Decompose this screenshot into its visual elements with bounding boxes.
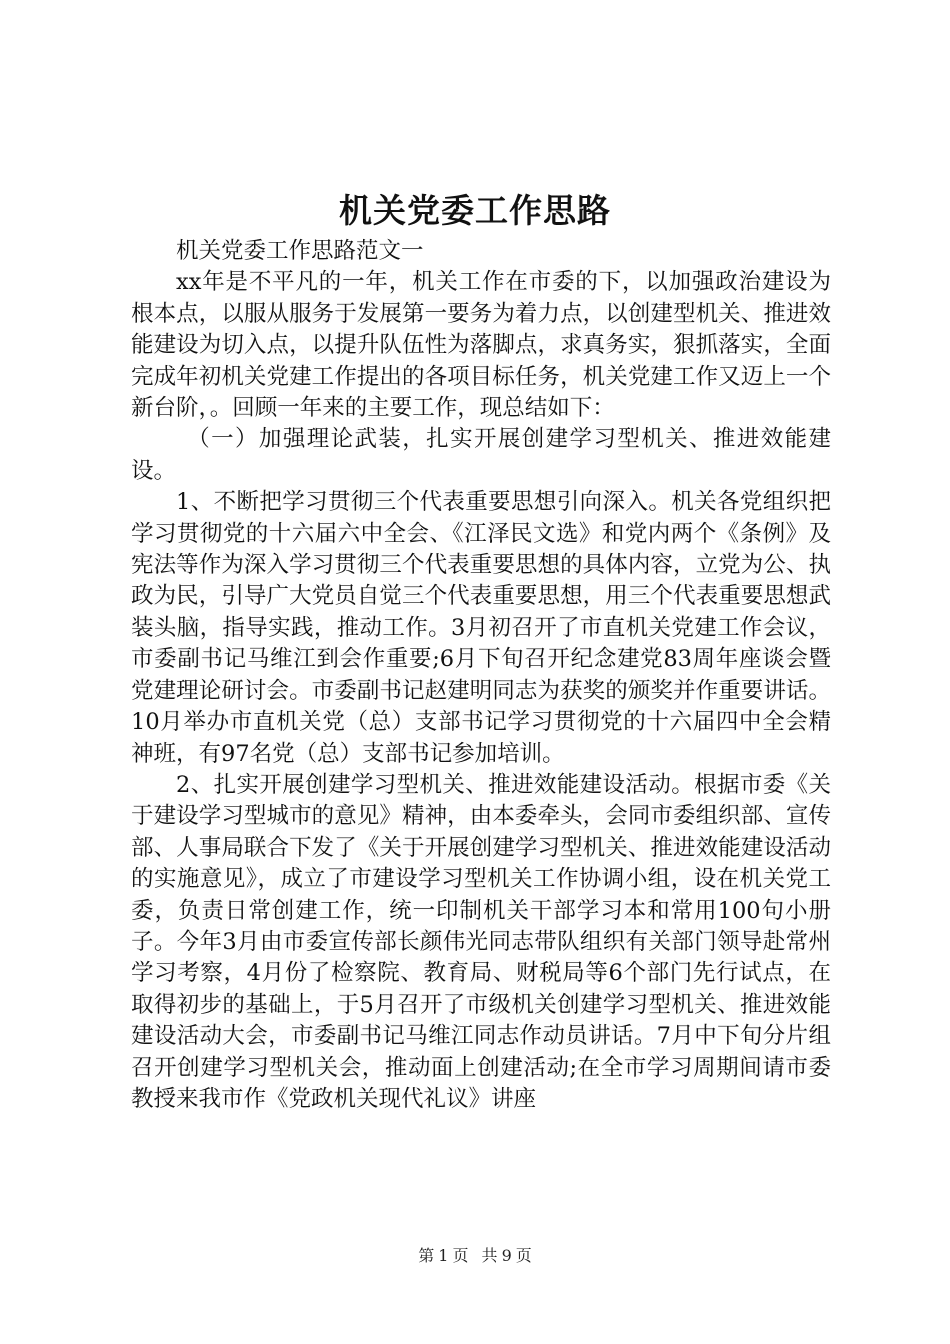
section-heading: （一）加强理论武装，扎实开展创建学习型机关、推进效能建设。 — [131, 426, 831, 484]
page-number: 第 1 页 — [418, 1246, 469, 1265]
paragraph-item-1: 1、不断把学习贯彻三个代表重要思想引向深入。机关各党组织把学习贯彻党的十六届六中全会、《江泽民文选》和党内两个《条例》及宪法等作为深入学习贯彻三个代表重要思想的具体内容，立党为公、执政为民，引导广大党员自觉三个代表重要思想，用三个代表重要思想武装头脑，指导实践，推动工作。3月初召开了市直机关党建工作会议，市委副书记马维江到会作重要;6月下旬召开纪念建党83周年座谈会暨党建理论研讨会。市委副书记赵建明同志为获奖的颁奖并作重要讲话。10月举办市直机关党（总）支部书记学习贯彻党的十六届四中全会精神班，有97名党（总）支部书记参加培训。 — [131, 489, 831, 767]
page-total: 共 9 页 — [481, 1246, 532, 1265]
document-body — [131, 236, 831, 1115]
paragraph-intro: xx年是不平凡的一年，机关工作在市委的下，以加强政治建设为根本点，以服从服务于发展第一要务为着力点，以创建型机关、推进效能建设为切入点，以提升队伍性为落脚点，求真务实，狠抓落实，全面完成年初机关党建工作提出的各项目标任务，机关党建工作又迈上一个新台阶，。回顾一年来的主要工作，现总结如下： — [131, 269, 831, 422]
page-footer — [0, 1243, 950, 1266]
paragraph-item-2: 2、扎实开展创建学习型机关、推进效能建设活动。根据市委《关于建设学习型城市的意见》精神，由本委牵头，会同市委组织部、宣传部、人事局联合下发了《关于开展创建学习型机关、推进效能建设活动的实施意见》，成立了市建设学习型机关工作协调小组，设在机关党工委，负责日常创建工作，统一印制机关干部学习本和常用100句小册子。今年3月由市委宣传部长颜伟光同志带队组织有关部门领导赴常州学习考察，4月份了检察院、教育局、财税局等6个部门先行试点，在取得初步的基础上，于5月召开了市级机关创建学习型机关、推进效能建设活动大会，市委副书记马维江同志作动员讲话。7月中下旬分片组召开创建学习型机关会，推动面上创建活动;在全市学习周期间请市委教授来我市作《党政机关现代礼议》讲座 — [131, 771, 831, 1112]
paragraph-subtitle: 机关党委工作思路范文一 — [176, 238, 424, 264]
document-title: 机关党委工作思路 — [339, 191, 611, 230]
